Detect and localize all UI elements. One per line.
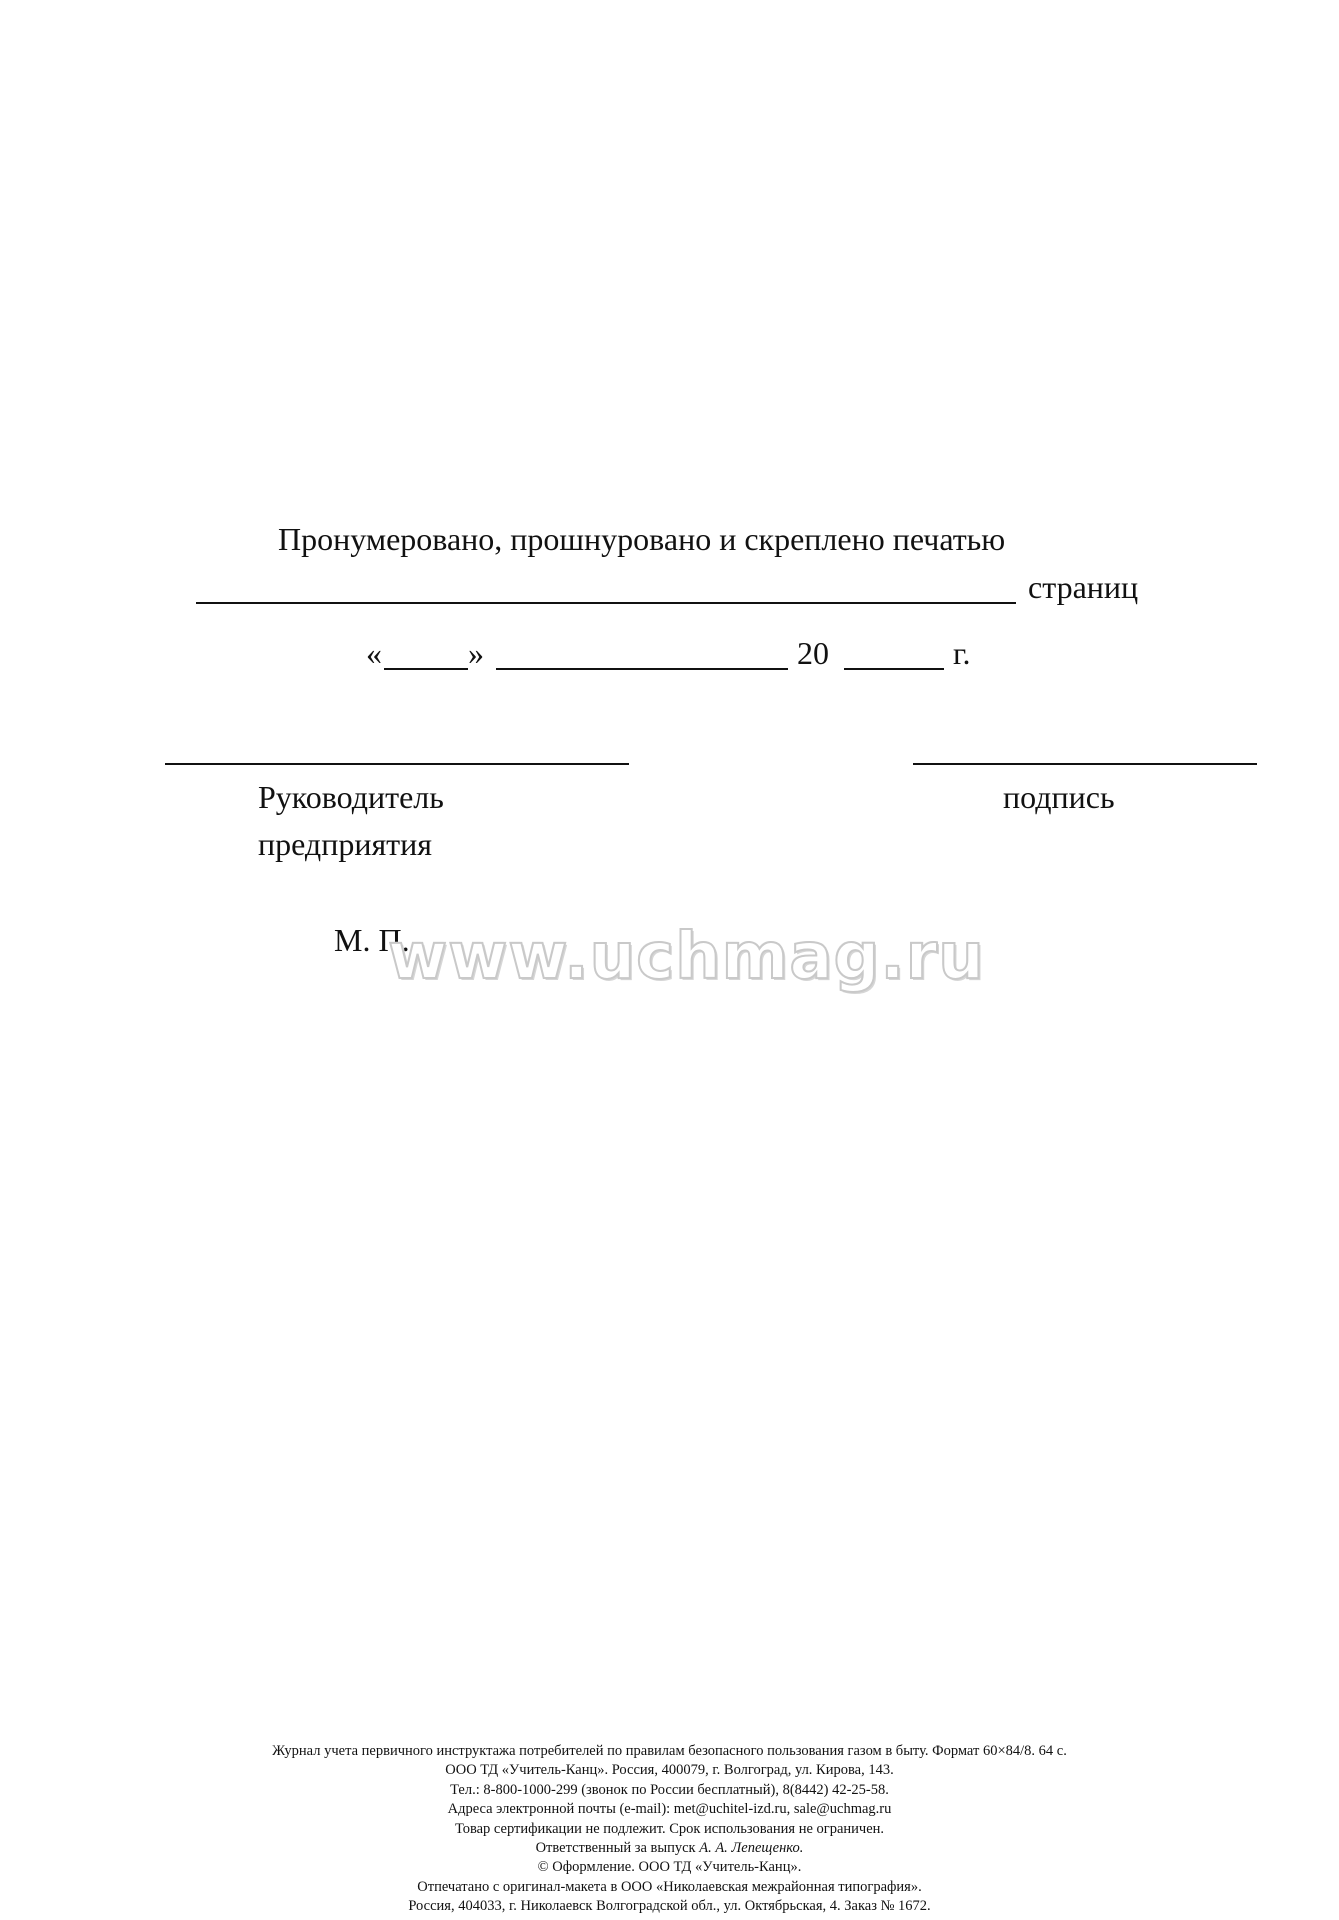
year-suffix: г. — [953, 635, 971, 671]
signature-underline — [913, 763, 1257, 765]
manager-label-line1: Руководитель — [258, 779, 444, 815]
day-underline — [384, 668, 468, 670]
imprint-line-printer: Отпечатано с оригинал-макета в ООО «Николаевская межрайонная типография». — [417, 1878, 922, 1895]
quote-close: » — [468, 635, 484, 671]
stamp-label: М. П. — [334, 922, 410, 958]
imprint-line-publisher: ООО ТД «Учитель-Канц». Россия, 400079, г. Волгоград, ул. Кирова, 143. — [445, 1762, 894, 1779]
responsible-prefix: Ответственный за выпуск — [535, 1840, 700, 1857]
year-underline — [844, 668, 944, 670]
certification-heading: Пронумеровано, прошнуровано и скреплено печатью — [278, 521, 1006, 557]
responsible-name: А. А. Лепещенко. — [699, 1840, 804, 1857]
imprint-line-printer-address: Россия, 404033, г. Николаевск Волгоградской обл., ул. Октябрьская, 4. Заказ № 1672. — [408, 1898, 931, 1915]
imprint-footer — [0, 1742, 1339, 1917]
year-prefix: 20 — [797, 635, 829, 671]
pages-label: страниц — [1028, 569, 1139, 605]
watermark: www.uchmag.ru — [388, 920, 985, 994]
imprint-line-title: Журнал учета первичного инструктажа потребителей по правилам безопасного пользования газом в быту. Формат 60×84/8. 64 с. — [272, 1743, 1067, 1759]
manager-underline — [165, 763, 629, 765]
quote-open: « — [366, 635, 382, 671]
signature-label: подпись — [1003, 779, 1115, 815]
month-underline — [496, 668, 788, 670]
imprint-line-copyright: © Оформление. ООО ТД «Учитель-Канц». — [537, 1859, 802, 1876]
pages-count-underline — [196, 602, 1016, 604]
imprint-line-responsible — [0, 1839, 1339, 1858]
imprint-line-email: Адреса электронной почты (e-mail): met@uchitel-izd.ru, sale@uchmag.ru — [447, 1801, 892, 1818]
imprint-line-phone: Тел.: 8-800-1000-299 (звонок по России бесплатный), 8(8442) 42-25-58. — [450, 1781, 889, 1798]
manager-label-line2: предприятия — [258, 826, 432, 862]
imprint-line-certification: Товар сертификации не подлежит. Срок использования не ограничен. — [454, 1820, 885, 1837]
